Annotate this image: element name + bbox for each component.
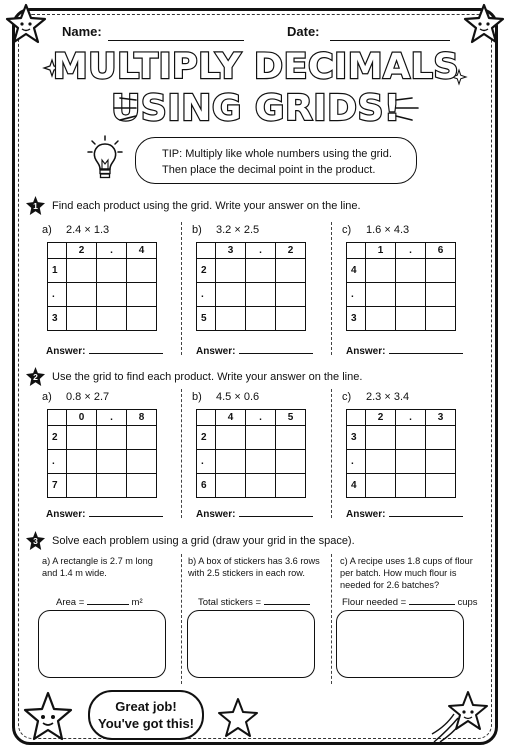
grid-column-header: 1: [366, 243, 396, 259]
grid-column-header: 2: [276, 243, 306, 259]
grid-row-header: 3: [48, 307, 67, 331]
grid-column-header: 4: [216, 410, 246, 426]
grid-cell[interactable]: [366, 450, 396, 474]
word-problem-line: per batch. How much flour is: [340, 568, 457, 578]
grid-column-header: 0: [67, 410, 97, 426]
area-answer: [56, 595, 143, 608]
grid-row: [48, 474, 157, 498]
grid-row-header: .: [347, 450, 366, 474]
answer-row: [46, 506, 163, 520]
grid-column-header: 8: [127, 410, 157, 426]
grid-row: [347, 283, 456, 307]
answer-label: Answer:: [46, 346, 86, 357]
column-divider: [331, 554, 332, 684]
section-1-instruction: Find each product using the grid. Write your answer on the line.: [52, 200, 361, 212]
grid-cell[interactable]: [246, 283, 276, 307]
multiplication-grid[interactable]: [346, 242, 456, 331]
problem-letter: b): [192, 224, 202, 236]
section-2-instruction: Use the grid to find each product. Write your answer on the line.: [52, 371, 363, 383]
grid-cell[interactable]: [366, 474, 396, 498]
answer-label: Answer:: [196, 509, 236, 520]
grid-row-header: .: [347, 283, 366, 307]
burst-lines-icon: [392, 96, 442, 122]
smiling-star-icon: [22, 690, 74, 742]
grid-row-header: .: [197, 283, 216, 307]
grid-column-header: .: [246, 410, 276, 426]
grid-cell[interactable]: [127, 450, 157, 474]
grid-row-header: .: [48, 450, 67, 474]
grid-corner-cell: [48, 410, 67, 426]
grid-column-header: .: [396, 410, 426, 426]
grid-row-header: 3: [347, 307, 366, 331]
word-problem-line: needed for 2.6 batches?: [340, 580, 440, 590]
grid-row-header: 2: [197, 259, 216, 283]
multiplication-grid[interactable]: [47, 242, 157, 331]
grid-cell[interactable]: [127, 307, 157, 331]
problem-expression: 2.4 × 1.3: [66, 224, 110, 236]
grid-row: [197, 426, 306, 450]
bubble-line-2: You've got this!: [97, 716, 194, 731]
grid-cell[interactable]: [216, 283, 246, 307]
answer-row: [196, 343, 313, 357]
encouragement-bubble: [88, 690, 204, 740]
section-3-instruction: Solve each problem using a grid (draw your grid in the space).: [52, 535, 355, 547]
grid-cell[interactable]: [97, 426, 127, 450]
word-problem-line: with 2.5 stickers in each row.: [188, 568, 305, 578]
grid-cell[interactable]: [426, 259, 456, 283]
grid-cell[interactable]: [396, 307, 426, 331]
fill-label: Total stickers =: [198, 597, 262, 608]
grid-header-row: [197, 243, 306, 259]
grid-row: [197, 283, 306, 307]
grid-cell[interactable]: [276, 283, 306, 307]
grid-row: [347, 474, 456, 498]
grid-row: [347, 426, 456, 450]
column-divider: [181, 389, 182, 518]
grid-cell[interactable]: [67, 283, 97, 307]
grid-cell[interactable]: [97, 283, 127, 307]
grid-row: [48, 426, 157, 450]
answer-line[interactable]: [389, 343, 463, 354]
grid-header-row: [347, 410, 456, 426]
grid-cell[interactable]: [276, 259, 306, 283]
grid-cell[interactable]: [276, 426, 306, 450]
grid-cell[interactable]: [396, 283, 426, 307]
section-3-badge: [26, 531, 45, 550]
problem-letter: c): [342, 224, 352, 236]
grid-cell[interactable]: [366, 307, 396, 331]
column-divider: [181, 554, 182, 684]
grid-corner-cell: [197, 243, 216, 259]
problem-letter: b): [192, 391, 202, 403]
grid-cell[interactable]: [127, 283, 157, 307]
grid-cell[interactable]: [97, 450, 127, 474]
answer-row: [46, 343, 163, 357]
grid-cell[interactable]: [366, 283, 396, 307]
unit-label: cups: [457, 597, 478, 608]
grid-cell[interactable]: [426, 307, 456, 331]
grid-row-header: 7: [48, 474, 67, 498]
problem-expression: 0.8 × 2.7: [66, 391, 110, 403]
grid-cell[interactable]: [246, 450, 276, 474]
section-1-number: 1: [33, 200, 38, 211]
grid-row-header: 2: [197, 426, 216, 450]
grid-cell[interactable]: [276, 474, 306, 498]
grid-cell[interactable]: [426, 474, 456, 498]
problem-1a: [42, 224, 109, 236]
grid-cell[interactable]: [246, 426, 276, 450]
grid-cell[interactable]: [396, 426, 426, 450]
grid-cell[interactable]: [216, 450, 246, 474]
grid-column-header: 3: [426, 410, 456, 426]
grid-cell[interactable]: [216, 474, 246, 498]
answer-label: Answer:: [346, 346, 386, 357]
grid-cell[interactable]: [97, 259, 127, 283]
answer-label: Answer:: [346, 509, 386, 520]
problem-expression: 1.6 × 4.3: [366, 224, 410, 236]
grid-header-row: [48, 410, 157, 426]
grid-cell[interactable]: [366, 426, 396, 450]
answer-line[interactable]: [389, 506, 463, 517]
answer-row: [346, 506, 463, 520]
bubble-line-1: Great job!: [115, 699, 177, 714]
problem-expression: 2.3 × 3.4: [366, 391, 410, 403]
answer-label: Answer:: [46, 509, 86, 520]
lightbulb-icon: [88, 134, 122, 184]
date-label: Date:: [287, 24, 320, 39]
grid-cell[interactable]: [366, 259, 396, 283]
flour-answer-line[interactable]: [409, 595, 455, 605]
grid-header-row: [197, 410, 306, 426]
grid-column-header: 5: [276, 410, 306, 426]
grid-column-header: 3: [216, 243, 246, 259]
grid-row: [347, 450, 456, 474]
problem-expression: 3.2 × 2.5: [216, 224, 260, 236]
word-problem-line: c) A recipe uses 1.8 cups of flour: [340, 556, 473, 566]
grid-cell[interactable]: [396, 474, 426, 498]
area-answer-line[interactable]: [87, 595, 129, 605]
tip-box: [135, 137, 417, 184]
word-problem-b: [188, 555, 320, 579]
word-problem-a: [42, 555, 153, 579]
problem-2a: [42, 391, 109, 403]
multiplication-grid[interactable]: [47, 409, 157, 498]
grid-column-header: 4: [127, 243, 157, 259]
answer-row: [346, 343, 463, 357]
burst-lines-icon: [90, 96, 140, 122]
fill-label: Flour needed =: [342, 597, 407, 608]
grid-corner-cell: [48, 243, 67, 259]
problem-1c: [342, 224, 409, 236]
problem-letter: a): [42, 224, 52, 236]
fill-label: Area =: [56, 597, 85, 608]
unit-label: m²: [131, 597, 143, 608]
grid-row-header: 3: [347, 426, 366, 450]
date-field[interactable]: [330, 26, 450, 41]
grid-row-header: 4: [347, 259, 366, 283]
answer-row: [196, 506, 313, 520]
section-1-badge: [26, 196, 45, 215]
grid-row: [48, 307, 157, 331]
title-line-2: USING GRIDS!: [111, 88, 401, 129]
name-label: Name:: [62, 24, 102, 39]
word-problem-line: and 1.4 m wide.: [42, 568, 107, 578]
grid-cell[interactable]: [216, 259, 246, 283]
grid-cell[interactable]: [426, 450, 456, 474]
grid-cell[interactable]: [67, 307, 97, 331]
grid-column-header: 6: [426, 243, 456, 259]
grid-row-header: .: [197, 450, 216, 474]
grid-cell[interactable]: [246, 259, 276, 283]
title-line-1: MULTIPLY DECIMALS: [52, 47, 460, 87]
grid-cell[interactable]: [127, 259, 157, 283]
problem-2b: [192, 391, 259, 403]
multiplication-grid[interactable]: [346, 409, 456, 498]
word-problem-c: [340, 555, 473, 591]
grid-row: [197, 259, 306, 283]
flour-answer: [342, 595, 478, 608]
grid-cell[interactable]: [246, 307, 276, 331]
grid-row-header: 1: [48, 259, 67, 283]
work-space-b[interactable]: [187, 610, 315, 678]
grid-cell[interactable]: [67, 474, 97, 498]
grid-cell[interactable]: [97, 307, 127, 331]
section-2-badge: [26, 367, 45, 386]
answer-line[interactable]: [89, 506, 163, 517]
grid-corner-cell: [347, 410, 366, 426]
work-space-a[interactable]: [38, 610, 166, 678]
grid-column-header: .: [97, 243, 127, 259]
column-divider: [331, 222, 332, 355]
tip-line-2: Then place the decimal point in the product.: [162, 164, 376, 176]
column-divider: [181, 222, 182, 355]
grid-row: [197, 307, 306, 331]
problem-2c: [342, 391, 409, 403]
grid-header-row: [347, 243, 456, 259]
stickers-answer-line[interactable]: [264, 595, 310, 605]
star-icon: [462, 2, 506, 46]
stickers-answer: [198, 595, 310, 608]
grid-cell[interactable]: [426, 283, 456, 307]
column-divider: [331, 389, 332, 518]
grid-row: [197, 474, 306, 498]
shooting-star-icon: [430, 688, 490, 744]
problem-letter: a): [42, 391, 52, 403]
grid-column-header: .: [246, 243, 276, 259]
grid-row-header: 5: [197, 307, 216, 331]
grid-row: [347, 259, 456, 283]
work-space-c[interactable]: [336, 610, 464, 678]
problem-letter: c): [342, 391, 352, 403]
grid-cell[interactable]: [67, 426, 97, 450]
section-2-number: 2: [33, 371, 38, 382]
grid-column-header: .: [396, 243, 426, 259]
multiplication-grid[interactable]: [196, 242, 306, 331]
problem-expression: 4.5 × 0.6: [216, 391, 260, 403]
grid-cell[interactable]: [127, 474, 157, 498]
grid-cell[interactable]: [396, 259, 426, 283]
grid-cell[interactable]: [67, 259, 97, 283]
answer-line[interactable]: [89, 343, 163, 354]
grid-cell[interactable]: [276, 450, 306, 474]
grid-row: [48, 259, 157, 283]
grid-cell[interactable]: [127, 426, 157, 450]
grid-column-header: 2: [67, 243, 97, 259]
problem-1b: [192, 224, 259, 236]
answer-line[interactable]: [239, 343, 313, 354]
grid-row: [197, 450, 306, 474]
grid-row-header: 4: [347, 474, 366, 498]
answer-line[interactable]: [239, 506, 313, 517]
grid-corner-cell: [347, 243, 366, 259]
grid-cell[interactable]: [216, 307, 246, 331]
grid-cell[interactable]: [216, 426, 246, 450]
grid-column-header: 2: [366, 410, 396, 426]
answer-label: Answer:: [196, 346, 236, 357]
grid-cell[interactable]: [246, 474, 276, 498]
star-icon: [4, 2, 48, 46]
grid-cell[interactable]: [426, 426, 456, 450]
grid-row-header: .: [48, 283, 67, 307]
word-problem-line: a) A rectangle is 2.7 m long: [42, 556, 153, 566]
grid-row-header: 6: [197, 474, 216, 498]
grid-header-row: [48, 243, 157, 259]
grid-cell[interactable]: [97, 474, 127, 498]
grid-column-header: .: [97, 410, 127, 426]
grid-cell[interactable]: [396, 450, 426, 474]
section-3-number: 3: [33, 535, 38, 546]
grid-row: [48, 283, 157, 307]
grid-row-header: 2: [48, 426, 67, 450]
tip-line-1: TIP: Multiply like whole numbers using the grid.: [162, 148, 392, 160]
word-problem-line: b) A box of stickers has 3.6 rows: [188, 556, 320, 566]
grid-cell[interactable]: [67, 450, 97, 474]
grid-corner-cell: [197, 410, 216, 426]
star-icon: [216, 696, 260, 740]
multiplication-grid[interactable]: [196, 409, 306, 498]
grid-cell[interactable]: [276, 307, 306, 331]
grid-row: [48, 450, 157, 474]
name-field[interactable]: [108, 26, 244, 41]
grid-row: [347, 307, 456, 331]
